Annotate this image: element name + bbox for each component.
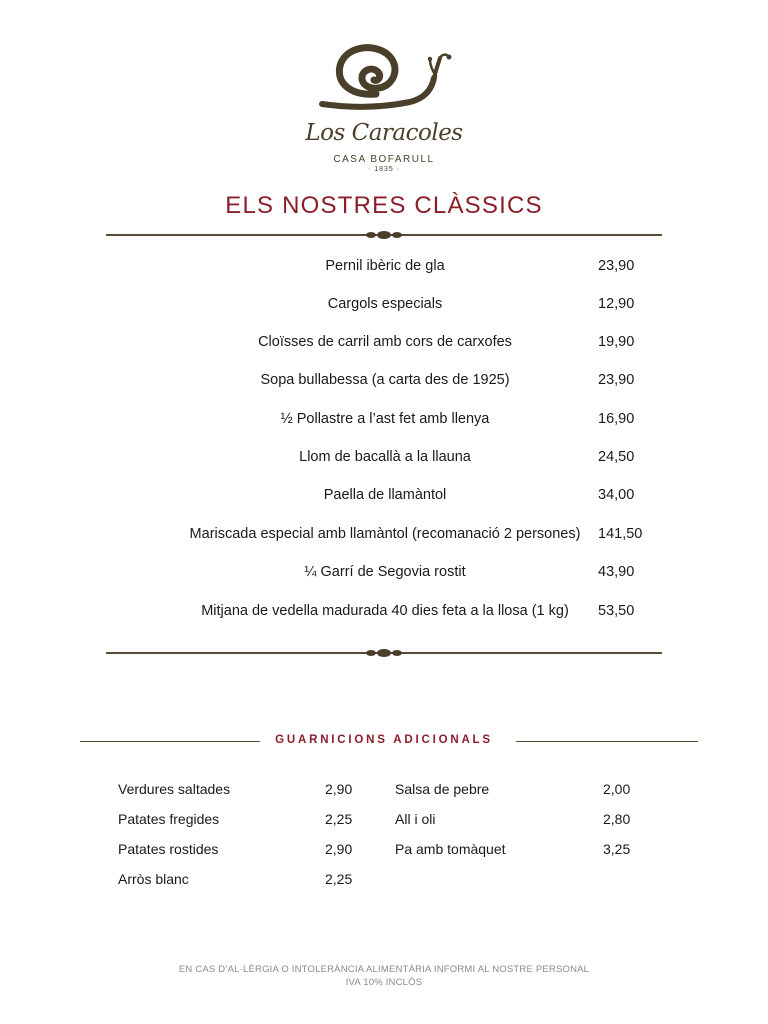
dish-price: 34,00 [598,487,635,503]
side-price: 2,25 [325,871,353,887]
brand-year: · 1835 · [367,166,401,173]
dish-price: 24,50 [598,449,635,465]
brand-wordmark: Los Caracoles [305,120,463,146]
dish-name: Mariscada especial amb llamàntol (recomanació 2 persones) [189,526,581,542]
dish-name: Llom de bacallà a la llauna [299,449,471,465]
dish-price: 43,90 [598,564,635,580]
ornament-divider-top [106,229,662,241]
restaurant-logo [300,38,468,178]
dish-row [0,449,768,469]
dish-price: 23,90 [598,258,635,274]
dish-price: 12,90 [598,296,635,312]
dish-name: Sopa bullabessa (a carta des de 1925) [260,372,510,388]
dish-row [0,564,768,584]
dish-name: Cloïsses de carril amb cors de carxofes [258,334,512,350]
side-name: Patates rostides [118,841,219,857]
snail-icon [300,38,468,120]
side-price: 2,90 [325,841,353,857]
ornament-divider-bottom [106,647,662,659]
dish-row [0,334,768,354]
allergy-note: EN CAS D’AL·LÈRGIA O INTOLERÀNCIA ALIMENTÀRIA INFORMI AL NOSTRE PERSONAL [178,964,590,975]
dish-name: ¼ Garrí de Segovia rostit [304,564,466,580]
side-name: Salsa de pebre [395,781,490,797]
dish-price: 23,90 [598,372,635,388]
dish-price: 53,50 [598,603,635,619]
sides-rule-right [516,741,698,742]
side-price: 2,90 [325,781,353,797]
side-name: All i oli [395,811,436,827]
side-price: 2,00 [603,781,631,797]
dish-row [0,603,768,623]
side-name: Arròs blanc [118,871,189,887]
dish-name: Pernil ibèric de gla [325,258,445,274]
dish-row [0,411,768,431]
dish-name: Paella de llamàntol [323,487,447,503]
dish-row [0,296,768,316]
dish-name: ½ Pollastre a l’ast fet amb llenya [280,411,490,427]
dish-row [0,258,768,278]
dish-row [0,487,768,507]
dish-price: 16,90 [598,411,635,427]
side-price: 2,80 [603,811,631,827]
brand-subtitle: CASA BOFARULL [333,154,435,165]
dish-row [0,526,768,546]
side-price: 3,25 [603,841,631,857]
dish-name: Cargols especials [327,296,443,312]
side-name: Patates fregides [118,811,220,827]
side-price: 2,25 [325,811,353,827]
side-name: Pa amb tomàquet [395,841,506,857]
tax-note: IVA 10% INCLÒS [345,977,423,988]
dish-name: Mitjana de vedella madurada 40 dies feta a la llosa (1 kg) [201,603,569,619]
dish-row [0,372,768,392]
dish-price: 19,90 [598,334,635,350]
section-title: ELS NOSTRES CLÀSSICS [225,192,543,219]
side-name: Verdures saltades [118,781,231,797]
dish-price: 141,50 [598,526,643,542]
sides-title: GUARNICIONS ADICIONALS [275,734,493,746]
